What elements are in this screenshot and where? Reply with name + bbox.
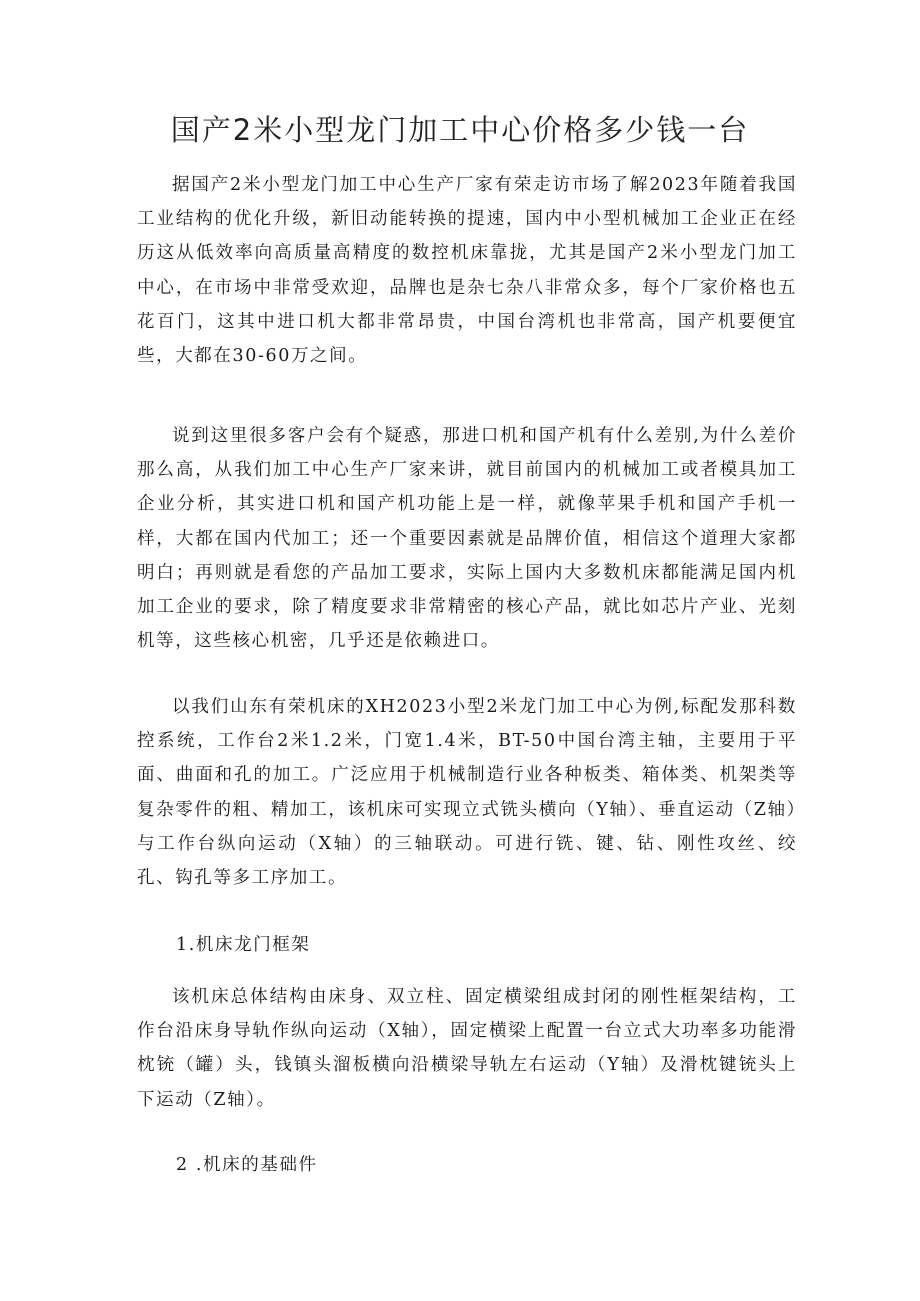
- section-heading-base-parts: 2 .机床的基础件: [176, 1155, 318, 1175]
- document-title: 国产2米小型龙门加工中心价格多少钱一台: [170, 113, 750, 147]
- paragraph-frame-structure: 该机床总体结构由床身、双立柱、固定横梁组成封闭的刚性框架结构，工作台沿床身导轨作纵向运动（X轴），固定横梁上配置一台立式大功率多功能滑枕铳（罐）头，钱镇头溜板横向沿横梁导轨左右运动（Y轴）及滑枕键铳头上下运动（Z轴）。: [137, 987, 797, 1110]
- paragraph-intro: 据国产2米小型龙门加工中心生产厂家有荣走访市场了解2023年随着我国工业结构的优化升级，新旧动能转换的提速，国内中小型机械加工企业正在经历这从低效率向高质量高精度的数控机床靠拢，尤其是国产2米小型龙门加工中心，在市场中非常受欢迎，品牌也是杂七杂八非常众多，每个厂家价格也五花百门，这其中进口机大都非常昂贵，中国台湾机也非常高，国产机要便宜些，大都在30-60万之间。: [137, 175, 797, 367]
- paragraph-price-difference: 说到这里很多客户会有个疑惑，那进口机和国产机有什么差别,为什么差价那么高，从我们加工中心生产厂家来讲，就目前国内的机械加工或者模具加工企业分析，其实进口机和国产机功能上是一样，就像苹果手机和国产手机一样，大都在国内代加工；还一个重要因素就是品牌价值，相信这个道理大家都明白；再则就是看您的产品加工要求，实际上国内大多数机床都能满足国内机加工企业的要求，除了精度要求非常精密的核心产品，就比如芯片产业、光刻机等，这些核心机密，几乎还是依赖进口。: [137, 426, 797, 652]
- paragraph-xh2023-example: 以我们山东有荣机床的XH2023小型2米龙门加工中心为例,标配发那科数控系统，工作台2米1.2米，门宽1.4米，BT-50中国台湾主轴，主要用于平面、曲面和孔的加工。广泛应用于机械制造行业各种板类、箱体类、机架类等复杂零件的粗、精加工，该机床可实现立式铣头横向（Y轴）、垂直运动（Z轴）与工作台纵向运动（X轴）的三轴联动。可进行铣、键、钻、刚性攻丝、绞孔、钩孔等多工序加工。: [137, 697, 797, 889]
- section-heading-gantry-frame: 1.机床龙门框架: [176, 935, 311, 955]
